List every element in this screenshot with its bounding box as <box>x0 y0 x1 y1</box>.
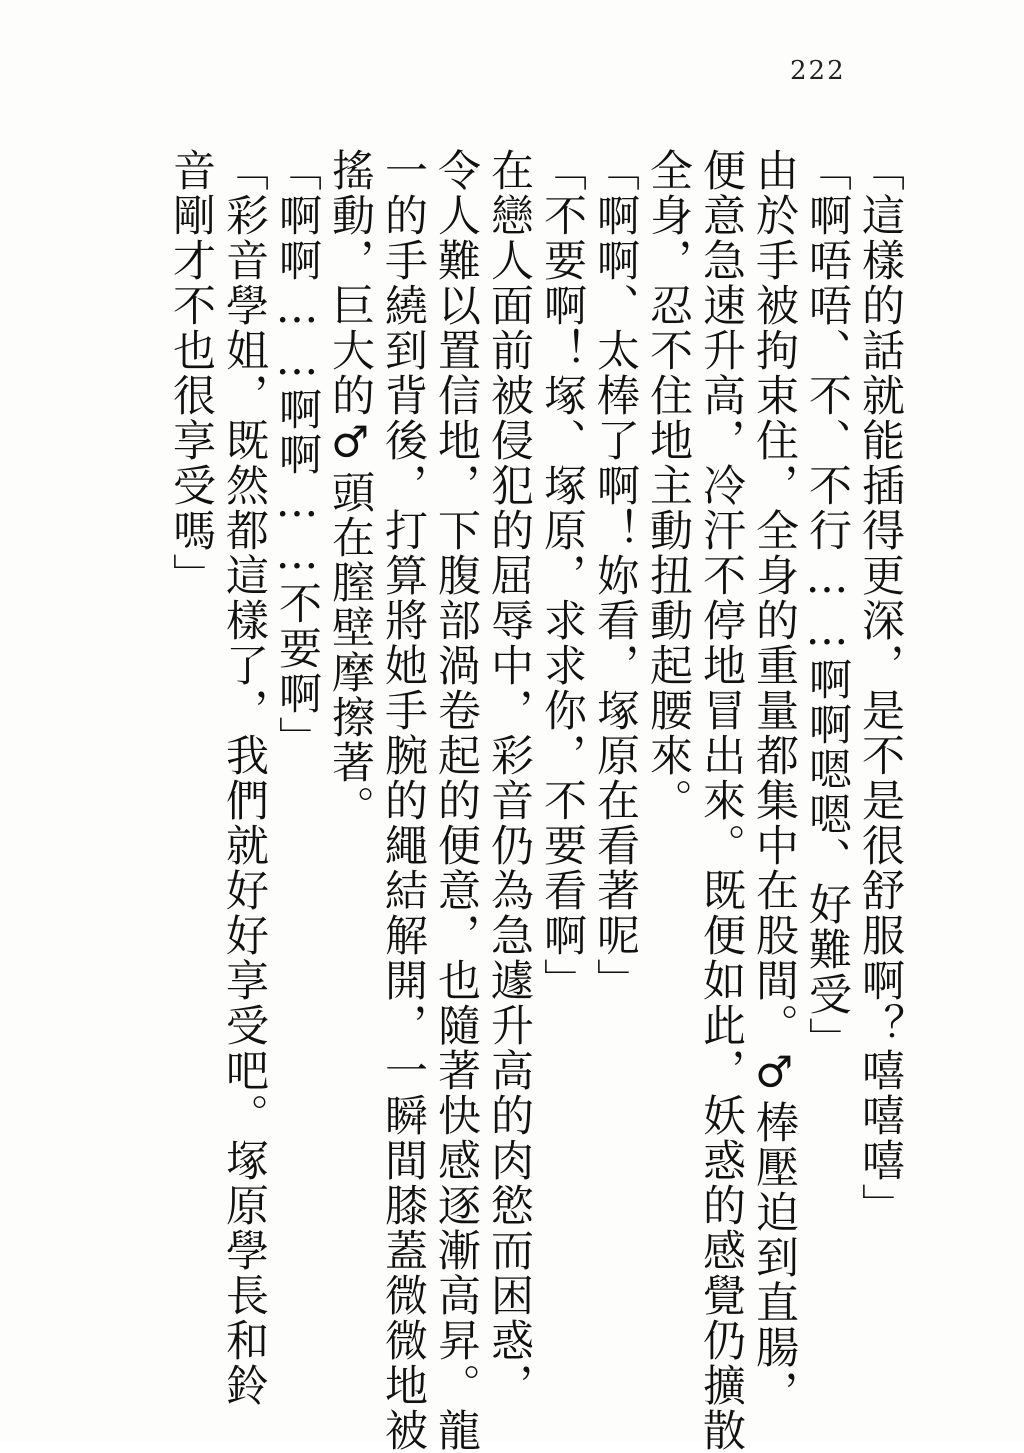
text-line: 便意急速升高，冷汗不停地冒出來。既便如此，妖惑的感覺仍擴散 <box>696 148 746 1453</box>
text-line: 在戀人面前被侵犯的屈辱中，彩音仍為急遽升高的肉慾而困惑， <box>484 148 534 1408</box>
text-line: 「不要啊！塚、塚原，求求你，不要看啊」 <box>537 148 587 1003</box>
text-line: 「啊唔唔、不、不行……啊啊嗯嗯、好難受」 <box>802 148 852 1062</box>
text-line: 「這樣的話就能插得更深，是不是很舒服啊？嘻嘻嘻」 <box>855 148 905 1228</box>
page-number: 222 <box>790 56 846 86</box>
text-line: 由於手被拘束住，全身的重量都集中在股間。♂棒壓迫到直腸， <box>749 148 799 1415</box>
text-line: 「啊啊、太棒了啊！妳看，塚原在看著呢」 <box>590 148 640 1003</box>
text-line: 搖動，巨大的♂頭在膣壁摩擦著。 <box>325 148 375 830</box>
text-line: 全身，忍不住地主動扭動起腰來。 <box>643 148 693 823</box>
text-line: 令人難以置信地，下腹部渦卷起的便意，也隨著快感逐漸高昇。龍 <box>431 148 481 1453</box>
text-line: 音剛才不也很享受嗎」 <box>166 148 216 598</box>
text-line: 一的手繞到背後，打算將她手腕的繩結解開，一瞬間膝蓋微微地被 <box>378 148 428 1453</box>
text-line: 「啊啊……啊啊……不要啊」 <box>272 148 322 761</box>
text-line: 「彩音學姐，既然都這樣了，我們就好好享受吧。塚原學長和鈴 <box>219 148 269 1408</box>
vertical-text-body <box>164 148 906 1453</box>
